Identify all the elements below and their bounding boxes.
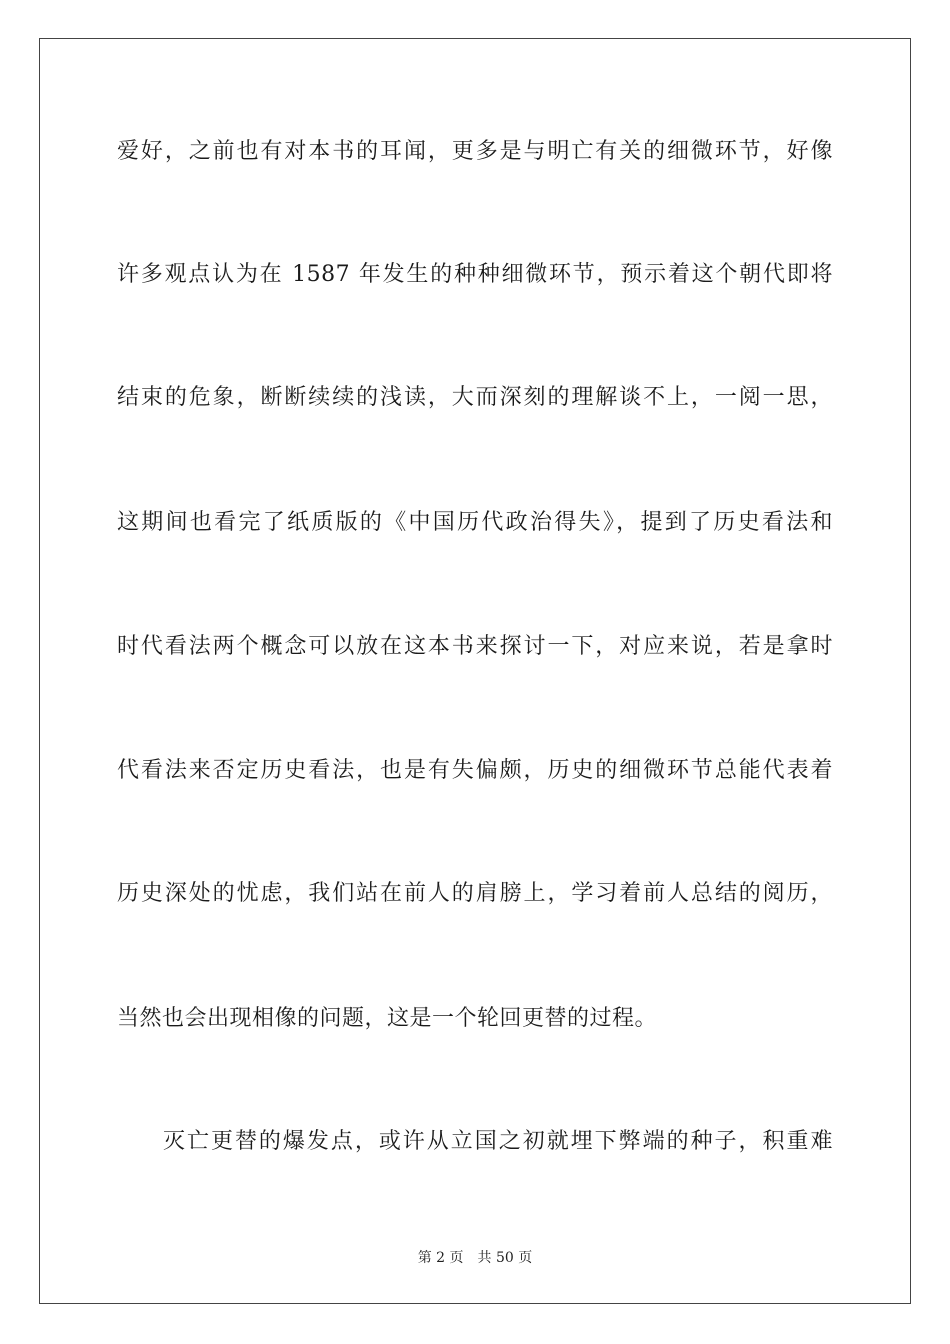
text-line: 爱好，之前也有对本书的耳闻，更多是与明亡有关的细微环节，好像 bbox=[117, 139, 833, 164]
text-line: 时代看法两个概念可以放在这本书来探讨一下，对应来说，若是拿时 bbox=[117, 634, 833, 659]
page-number: 第 2 页 bbox=[417, 1250, 464, 1266]
text-line: 历史深处的忧虑，我们站在前人的肩膀上，学习着前人总结的阅历， bbox=[117, 881, 833, 906]
text-line: 结束的危象，断断续续的浅读，大而深刻的理解谈不上，一阅一思， bbox=[117, 385, 833, 410]
page-footer bbox=[0, 1247, 950, 1267]
text-line: 代看法来否定历史看法，也是有失偏颇，历史的细微环节总能代表着 bbox=[117, 758, 833, 783]
text-line: 当然也会出现相像的问题，这是一个轮回更替的过程。 bbox=[117, 1006, 658, 1031]
paragraph-start-line: 灭亡更替的爆发点，或许从立国之初就埋下弊端的种子，积重难 bbox=[163, 1129, 833, 1154]
total-pages: 共 50 页 bbox=[477, 1250, 533, 1266]
text-line: 这期间也看完了纸质版的《中国历代政治得失》，提到了历史看法和 bbox=[117, 510, 833, 535]
text-line: 许多观点认为在 1587 年发生的种种细微环节，预示着这个朝代即将 bbox=[117, 262, 833, 287]
page-border bbox=[39, 38, 911, 1304]
